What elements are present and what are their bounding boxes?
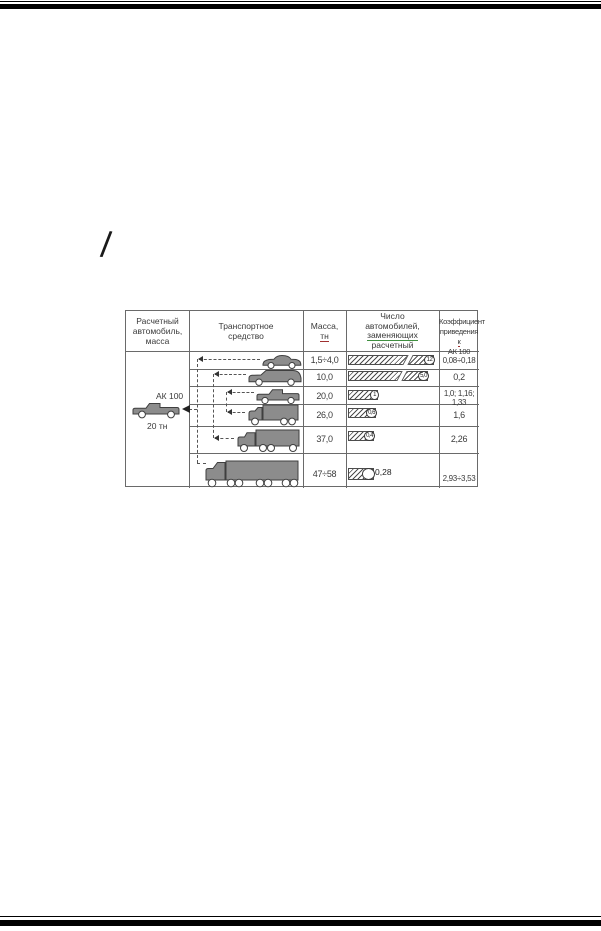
header-line: автомобилей,	[365, 320, 420, 331]
count-value-circle: 5,0	[418, 371, 429, 381]
header-line: АК 100	[447, 347, 471, 356]
road-train-icon	[204, 460, 299, 488]
header-line: заменяющих	[367, 330, 418, 340]
top-thick-rule	[0, 4, 601, 9]
mass-value: 47÷58	[312, 469, 337, 479]
header-line: Масса,	[310, 321, 339, 331]
header-divider	[126, 351, 479, 352]
count-value-circle	[362, 468, 375, 480]
count-value-circle: 12	[424, 355, 435, 365]
mass-units-label: тн	[320, 331, 329, 341]
count-value-label: 0,28	[375, 467, 392, 477]
box-truck-icon	[247, 404, 299, 426]
coefficient-value: 1,6	[453, 410, 465, 420]
coefficient-value: 2,26	[450, 434, 468, 444]
count-bar	[348, 408, 376, 418]
header-line: Транспортное	[218, 321, 274, 331]
mass-value: 20,0	[316, 391, 333, 401]
dashed-arrow	[189, 409, 197, 410]
design-class-label: АК 100	[156, 391, 184, 401]
pickup-truck-icon	[256, 388, 300, 404]
arrowhead-icon	[227, 409, 232, 415]
header-vehicle-count	[346, 312, 439, 350]
count-bar	[348, 390, 378, 400]
coefficient-value: 2,93÷3,53	[442, 474, 476, 483]
count-bar	[348, 355, 434, 365]
count-value-circle: 1	[370, 390, 379, 400]
count-value-circle: 0,4	[364, 431, 375, 441]
van-car-icon	[248, 369, 302, 386]
row-divider	[189, 404, 479, 405]
header-mass	[303, 321, 346, 341]
bottom-thick-rule	[0, 920, 601, 926]
slash-mark: /	[98, 223, 114, 266]
count-value-circle: 0,6	[366, 408, 377, 418]
mass-value: 37,0	[316, 434, 333, 444]
header-line: масса	[145, 336, 170, 346]
mass-value: 10,0	[316, 372, 333, 382]
coefficient-line: 1,33	[451, 398, 467, 407]
bar-break-mark	[402, 355, 413, 365]
coefficient-value	[439, 389, 479, 407]
dashed-arrow	[199, 359, 260, 360]
arrowhead-icon	[198, 356, 203, 362]
mass-value: 1,5÷4,0	[310, 355, 339, 365]
bar-break-mark	[396, 371, 407, 381]
row-divider	[189, 386, 479, 387]
row-divider	[189, 453, 479, 454]
dashed-bracket-line	[197, 359, 198, 463]
vehicle-equivalence-table	[125, 310, 485, 487]
count-bar	[348, 431, 374, 441]
header-line: Расчетный	[136, 316, 179, 326]
dashed-bracket-line	[213, 374, 214, 438]
arrowhead-icon	[214, 371, 219, 377]
design-mass-label: 20 тн	[147, 421, 168, 431]
header-transport-means	[189, 321, 303, 341]
count-bar	[348, 468, 374, 480]
coefficient-value: 0,08÷0,18	[442, 356, 476, 365]
header-line: Коэффициент	[439, 317, 485, 326]
header-line: Число	[380, 311, 405, 321]
header-line: расчетный	[371, 339, 414, 350]
bottom-thin-rule	[0, 916, 601, 917]
header-line: к	[457, 337, 461, 346]
row-divider	[189, 426, 479, 427]
row-divider	[189, 369, 479, 370]
dashed-arrow	[215, 374, 246, 375]
coefficient-value: 0,2	[453, 372, 465, 382]
top-thin-rule	[0, 1, 601, 2]
count-bar	[348, 371, 428, 381]
header-line: автомобиль,	[132, 326, 183, 336]
coefficient-line: 1,0; 1,16;	[443, 389, 475, 398]
design-pickup-truck-icon	[132, 401, 180, 419]
arrowhead-icon	[182, 405, 190, 413]
arrowhead-icon	[227, 389, 232, 395]
header-line: приведения	[439, 327, 479, 336]
mass-value: 26,0	[316, 410, 333, 420]
header-coefficient	[439, 317, 485, 357]
truck-trailer-icon	[236, 429, 300, 453]
sedan-car-icon	[262, 354, 302, 369]
arrowhead-icon	[214, 435, 219, 441]
header-line: средство	[228, 331, 264, 341]
header-design-vehicle	[126, 316, 189, 346]
